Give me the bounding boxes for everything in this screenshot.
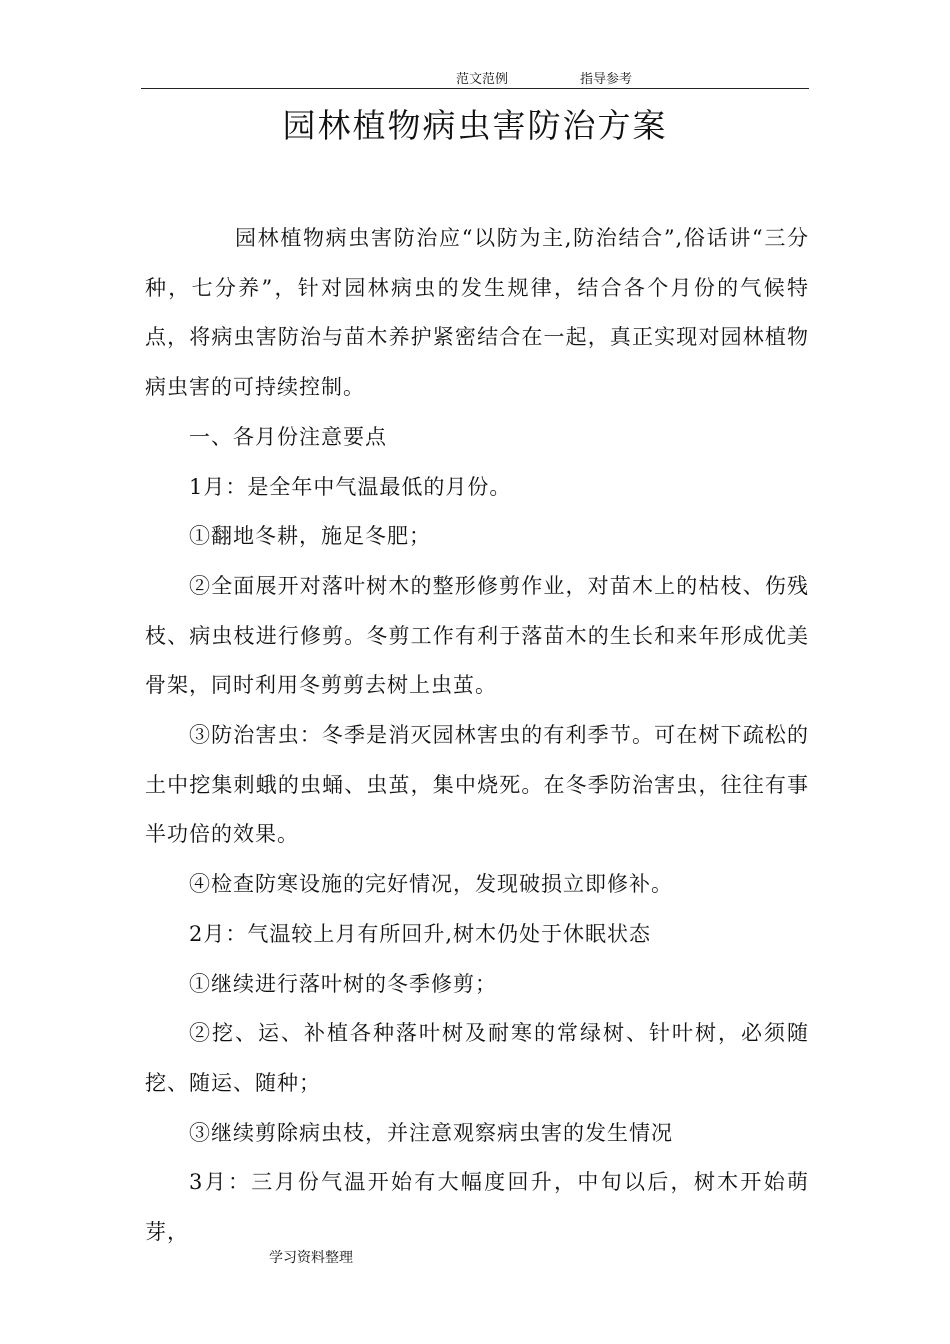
intro-paragraph: 园林植物病虫害防治应“以防为主,防治结合”,俗话讲“三分种，七分养”，针对园林病虫的发生规律，结合各个月份的气候特点，将病虫害防治与苗木养护紧密结合在一起，真正实现对园林植物病虫害的可持续控制。 (145, 226, 809, 400)
section-heading: 一、各月份注意要点 (189, 424, 387, 449)
january-item-3: ③防治害虫：冬季是消灭园林害虫的有利季节。可在树下疏松的土中挖集刺蛾的虫蛹、虫茧，集中烧死。在冬季防治害虫，往往有事半功倍的效果。 (145, 723, 809, 847)
february-item-3: ③继续剪除病虫枝，并注意观察病虫害的发生情况 (189, 1120, 673, 1145)
february-item-1: ①继续进行落叶树的冬季修剪； (189, 971, 497, 996)
document-body (145, 214, 809, 1258)
month-heading-march: 3月：三月份气温开始有大幅度回升，中旬以后，树木开始萌芽， (145, 1170, 809, 1245)
february-item-2: ②挖、运、补植各种落叶树及耐寒的常绿树、针叶树，必须随挖、随运、随种； (145, 1021, 809, 1095)
month-heading-february: 2月：气温较上月有所回升,树木仍处于休眠状态 (189, 921, 652, 946)
january-item-1: ①翻地冬耕，施足冬肥； (189, 524, 431, 549)
header-divider (141, 88, 809, 89)
page-footer: 学习资料整理 (269, 1250, 353, 1266)
header-left-text: 范文范例 (456, 72, 509, 87)
document-title: 园林植物病虫害防治方案 (282, 106, 668, 145)
january-item-2: ②全面展开对落叶树木的整形修剪作业，对苗木上的枯枝、伤残枝、病虫枝进行修剪。冬剪工作有利于落苗木的生长和来年形成优美骨架，同时利用冬剪剪去树上虫茧。 (145, 573, 809, 698)
january-item-4: ④检查防寒设施的完好情况，发现破损立即修补。 (189, 872, 673, 897)
page-header (0, 70, 950, 90)
month-heading-january: 1月：是全年中气温最低的月份。 (189, 474, 512, 499)
header-right-text: 指导参考 (580, 72, 633, 87)
